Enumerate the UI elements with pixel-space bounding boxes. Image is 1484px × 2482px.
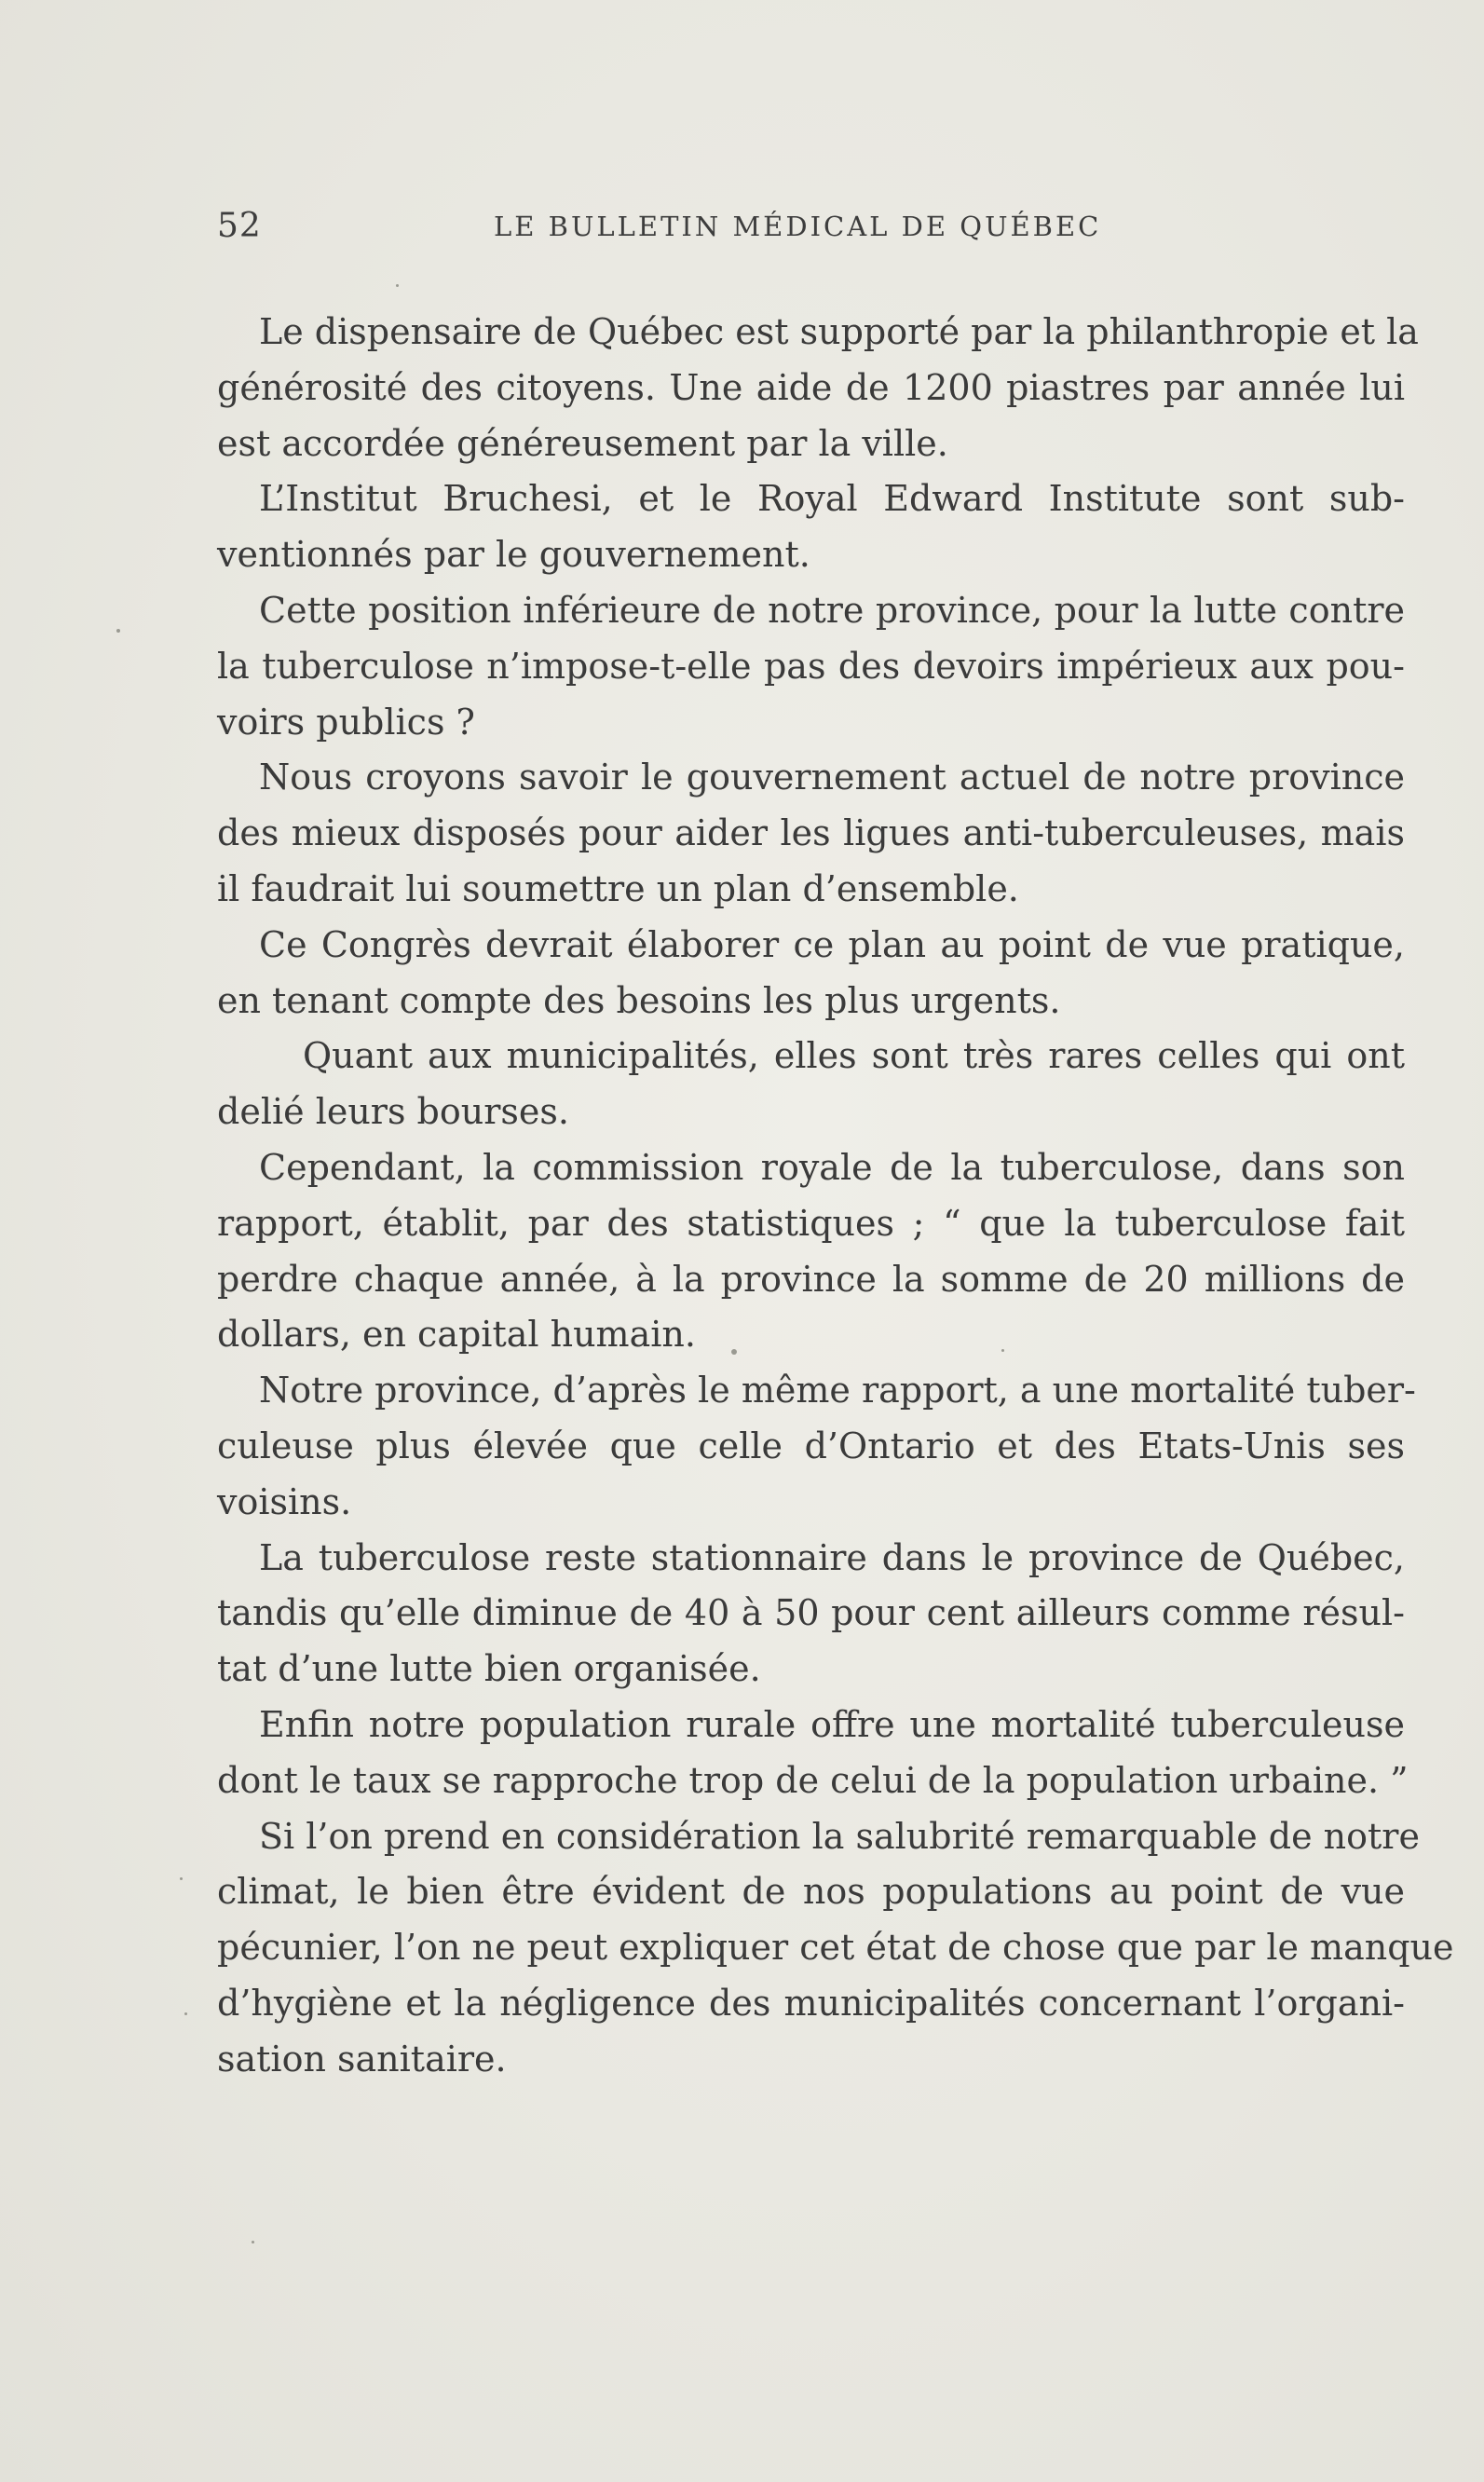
text-line: est accordée généreusement par la ville.	[217, 422, 948, 464]
paper-speck	[1001, 1349, 1004, 1352]
text-line: ventionnés par le gouvernement.	[217, 534, 810, 576]
text-line: rapport, établit, par des statistiques ; “ que la tuberculose fait	[217, 1202, 1405, 1244]
text-line: tandis qu’elle diminue de 40 à 50 pour cent ailleurs comme résul-	[217, 1592, 1405, 1634]
text-line: tat d’une lutte bien organisée.	[217, 1648, 761, 1690]
text-line: d’hygiène et la négligence des municipalités concernant l’organi-	[217, 1982, 1405, 2024]
text-line: en tenant compte des besoins les plus urgents.	[217, 979, 1061, 1021]
page-header	[217, 207, 1409, 253]
text-line: Cependant, la commission royale de la tuberculose, dans son	[259, 1146, 1405, 1188]
text-line: L’Institut Bruchesi, et le Royal Edward Institute sont sub-	[259, 478, 1405, 520]
text-line: La tuberculose reste stationnaire dans le province de Québec,	[259, 1536, 1405, 1578]
text-line: Enfin notre population rurale offre une mortalité tuberculeuse	[259, 1703, 1405, 1745]
text-line: générosité des citoyens. Une aide de 1200 piastres par année lui	[217, 366, 1405, 408]
text-line: Si l’on prend en considération la salubrité remarquable de notre	[259, 1815, 1420, 1857]
text-line: la tuberculose n’impose-t-elle pas des devoirs impérieux aux pou-	[217, 645, 1405, 687]
text-line: voirs publics ?	[217, 701, 475, 743]
paper-speck	[116, 629, 120, 633]
text-line: des mieux disposés pour aider les ligues anti-tuberculeuses, mais	[217, 812, 1405, 854]
text-line: Quant aux municipalités, elles sont très rares celles qui ont	[303, 1035, 1405, 1077]
text-line: voisins.	[217, 1480, 352, 1522]
paper-speck	[731, 1349, 737, 1355]
running-title: LE BULLETIN MÉDICAL DE QUÉBEC	[494, 211, 1102, 242]
text-line: il faudrait lui soumettre un plan d’ensemble.	[217, 867, 1019, 909]
text-line: Nous croyons savoir le gouvernement actuel de notre province	[259, 757, 1405, 798]
page-number: 52	[217, 207, 262, 245]
text-line: dont le taux se rapproche trop de celui de la population urbaine. ”	[217, 1759, 1409, 1801]
paper-speck	[396, 284, 399, 287]
text-line: delié leurs bourses.	[217, 1091, 569, 1133]
paper-speck	[184, 2012, 187, 2015]
text-line: Ce Congrès devrait élaborer ce plan au point de vue pratique,	[259, 923, 1405, 965]
body-text	[217, 305, 1454, 2088]
text-line: perdre chaque année, à la province la somme de 20 millions de	[217, 1258, 1405, 1300]
paper-speck	[252, 2241, 254, 2243]
text-line: Notre province, d’après le même rapport, a une mortalité tuber-	[259, 1370, 1416, 1411]
text-line: sation sanitaire.	[217, 2038, 507, 2080]
text-line: Cette position inférieure de notre province, pour la lutte contre	[259, 589, 1405, 631]
text-line: culeuse plus élevée que celle d’Ontario et des Etats-Unis ses	[217, 1425, 1405, 1466]
text-line: Le dispensaire de Québec est supporté par la philanthropie et la	[259, 311, 1419, 352]
paper-speck	[180, 1877, 183, 1880]
text-line: dollars, en capital humain.	[217, 1314, 696, 1356]
text-line: pécunier, l’on ne peut expliquer cet état de chose que par le manque	[217, 1927, 1454, 1969]
text-line: climat, le bien être évident de nos populations au point de vue	[217, 1871, 1405, 1913]
